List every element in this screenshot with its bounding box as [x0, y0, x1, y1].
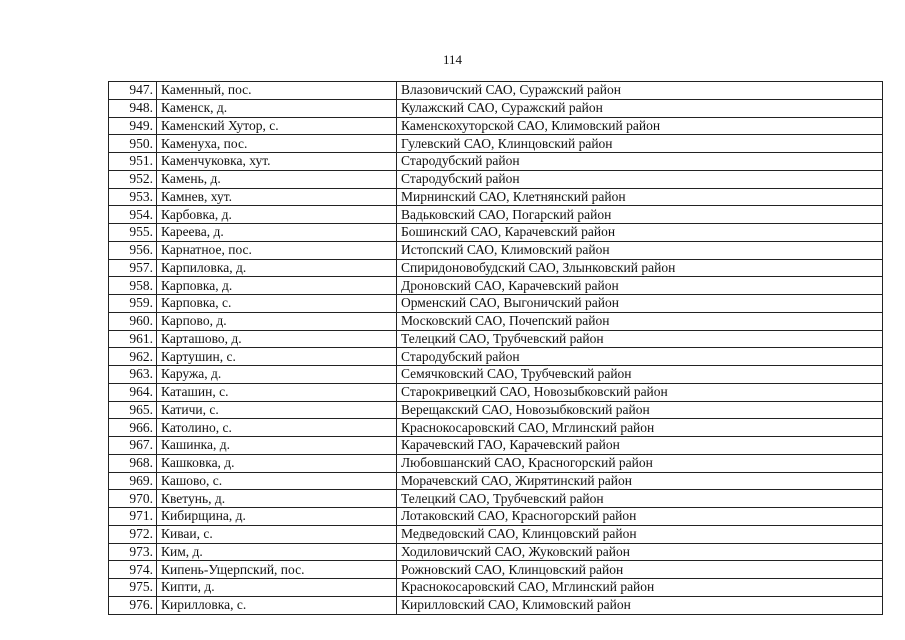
administrative-district: Истопский САО, Климовский район	[397, 241, 883, 259]
administrative-district: Верещакский САО, Новозыбковский район	[397, 401, 883, 419]
settlement-name: Кипень-Ущерпский, пос.	[157, 561, 397, 579]
administrative-district: Карачевский ГАО, Карачевский район	[397, 437, 883, 455]
row-number: 950.	[109, 135, 157, 153]
table-row	[109, 348, 883, 366]
table-row	[109, 82, 883, 100]
administrative-district: Вадьковский САО, Погарский район	[397, 206, 883, 224]
administrative-district: Стародубский район	[397, 153, 883, 171]
administrative-district: Каменскохуторской САО, Климовский район	[397, 117, 883, 135]
table-row	[109, 525, 883, 543]
settlement-name: Карповка, с.	[157, 295, 397, 313]
settlement-name: Катичи, с.	[157, 401, 397, 419]
administrative-district: Гулевский САО, Клинцовский район	[397, 135, 883, 153]
settlement-name: Карбовка, д.	[157, 206, 397, 224]
administrative-district: Семячковский САО, Трубчевский район	[397, 366, 883, 384]
settlement-name: Киваи, с.	[157, 525, 397, 543]
table-row	[109, 561, 883, 579]
settlement-name: Кареева, д.	[157, 224, 397, 242]
settlement-name: Кирилловка, с.	[157, 596, 397, 614]
row-number: 960.	[109, 312, 157, 330]
row-number: 965.	[109, 401, 157, 419]
table-row	[109, 508, 883, 526]
table-row	[109, 330, 883, 348]
row-number: 962.	[109, 348, 157, 366]
row-number: 971.	[109, 508, 157, 526]
table-row	[109, 419, 883, 437]
table-row	[109, 472, 883, 490]
settlement-name: Каменчуковка, хут.	[157, 153, 397, 171]
row-number: 952.	[109, 170, 157, 188]
administrative-district: Морачевский САО, Жирятинский район	[397, 472, 883, 490]
administrative-district: Краснокосаровский САО, Мглинский район	[397, 419, 883, 437]
table-row	[109, 99, 883, 117]
administrative-district: Телецкий САО, Трубчевский район	[397, 490, 883, 508]
row-number: 961.	[109, 330, 157, 348]
table-row	[109, 383, 883, 401]
page-number: 114	[442, 52, 463, 67]
row-number: 966.	[109, 419, 157, 437]
row-number: 967.	[109, 437, 157, 455]
row-number: 975.	[109, 579, 157, 597]
row-number: 963.	[109, 366, 157, 384]
table-row	[109, 579, 883, 597]
settlement-name: Камнев, хут.	[157, 188, 397, 206]
settlement-name: Карнатное, пос.	[157, 241, 397, 259]
row-number: 949.	[109, 117, 157, 135]
administrative-district: Кулажский САО, Суражский район	[397, 99, 883, 117]
table-row	[109, 153, 883, 171]
administrative-district: Стародубский район	[397, 348, 883, 366]
table-row	[109, 437, 883, 455]
administrative-district: Влазовичский САО, Суражский район	[397, 82, 883, 100]
row-number: 957.	[109, 259, 157, 277]
settlement-name: Карпиловка, д.	[157, 259, 397, 277]
row-number: 972.	[109, 525, 157, 543]
table-row	[109, 188, 883, 206]
table-row	[109, 312, 883, 330]
row-number: 974.	[109, 561, 157, 579]
settlement-name: Каташин, с.	[157, 383, 397, 401]
table-row	[109, 259, 883, 277]
administrative-district: Дроновский САО, Карачевский район	[397, 277, 883, 295]
settlement-name: Камень, д.	[157, 170, 397, 188]
administrative-district: Рожновский САО, Клинцовский район	[397, 561, 883, 579]
settlement-name: Кашово, с.	[157, 472, 397, 490]
table-row	[109, 170, 883, 188]
row-number: 948.	[109, 99, 157, 117]
administrative-district: Любовшанский САО, Красногорский район	[397, 454, 883, 472]
table-row	[109, 206, 883, 224]
administrative-district: Орменский САО, Выгоничский район	[397, 295, 883, 313]
table-row	[109, 401, 883, 419]
table-row	[109, 277, 883, 295]
settlement-name: Карповка, д.	[157, 277, 397, 295]
table-row	[109, 241, 883, 259]
settlement-name: Кашковка, д.	[157, 454, 397, 472]
settlement-name: Каружа, д.	[157, 366, 397, 384]
row-number: 964.	[109, 383, 157, 401]
row-number: 955.	[109, 224, 157, 242]
administrative-district: Медведовский САО, Клинцовский район	[397, 525, 883, 543]
row-number: 976.	[109, 596, 157, 614]
settlement-name: Каменский Хутор, с.	[157, 117, 397, 135]
row-number: 951.	[109, 153, 157, 171]
table-row	[109, 366, 883, 384]
row-number: 969.	[109, 472, 157, 490]
settlement-name: Каменуха, пос.	[157, 135, 397, 153]
administrative-district: Мирнинский САО, Клетнянский район	[397, 188, 883, 206]
administrative-district: Бошинский САО, Карачевский район	[397, 224, 883, 242]
table-row	[109, 543, 883, 561]
administrative-district: Спиридоновобудский САО, Злынковский район	[397, 259, 883, 277]
row-number: 954.	[109, 206, 157, 224]
table-row	[109, 117, 883, 135]
table-row	[109, 295, 883, 313]
settlement-name: Кветунь, д.	[157, 490, 397, 508]
row-number: 973.	[109, 543, 157, 561]
administrative-district: Краснокосаровский САО, Мглинский район	[397, 579, 883, 597]
table-row	[109, 224, 883, 242]
settlement-name: Картушин, с.	[157, 348, 397, 366]
table-row	[109, 490, 883, 508]
administrative-district: Московский САО, Почепский район	[397, 312, 883, 330]
settlement-name: Католино, с.	[157, 419, 397, 437]
administrative-district: Лотаковский САО, Красногорский район	[397, 508, 883, 526]
row-number: 947.	[109, 82, 157, 100]
administrative-district: Стародубский район	[397, 170, 883, 188]
settlement-name: Каменный, пос.	[157, 82, 397, 100]
row-number: 970.	[109, 490, 157, 508]
settlement-name: Кибирщина, д.	[157, 508, 397, 526]
settlement-name: Кипти, д.	[157, 579, 397, 597]
settlement-name: Каменск, д.	[157, 99, 397, 117]
row-number: 959.	[109, 295, 157, 313]
row-number: 958.	[109, 277, 157, 295]
settlement-name: Ким, д.	[157, 543, 397, 561]
table-body	[109, 82, 883, 615]
table-row	[109, 454, 883, 472]
row-number: 956.	[109, 241, 157, 259]
administrative-district: Старокривецкий САО, Новозыбковский район	[397, 383, 883, 401]
settlement-name: Карпово, д.	[157, 312, 397, 330]
table-row	[109, 596, 883, 614]
row-number: 968.	[109, 454, 157, 472]
settlement-name: Кашинка, д.	[157, 437, 397, 455]
administrative-district: Кирилловский САО, Климовский район	[397, 596, 883, 614]
table-row	[109, 135, 883, 153]
settlements-table	[108, 81, 883, 615]
administrative-district: Ходиловичский САО, Жуковский район	[397, 543, 883, 561]
settlement-name: Карташово, д.	[157, 330, 397, 348]
row-number: 953.	[109, 188, 157, 206]
administrative-district: Телецкий САО, Трубчевский район	[397, 330, 883, 348]
